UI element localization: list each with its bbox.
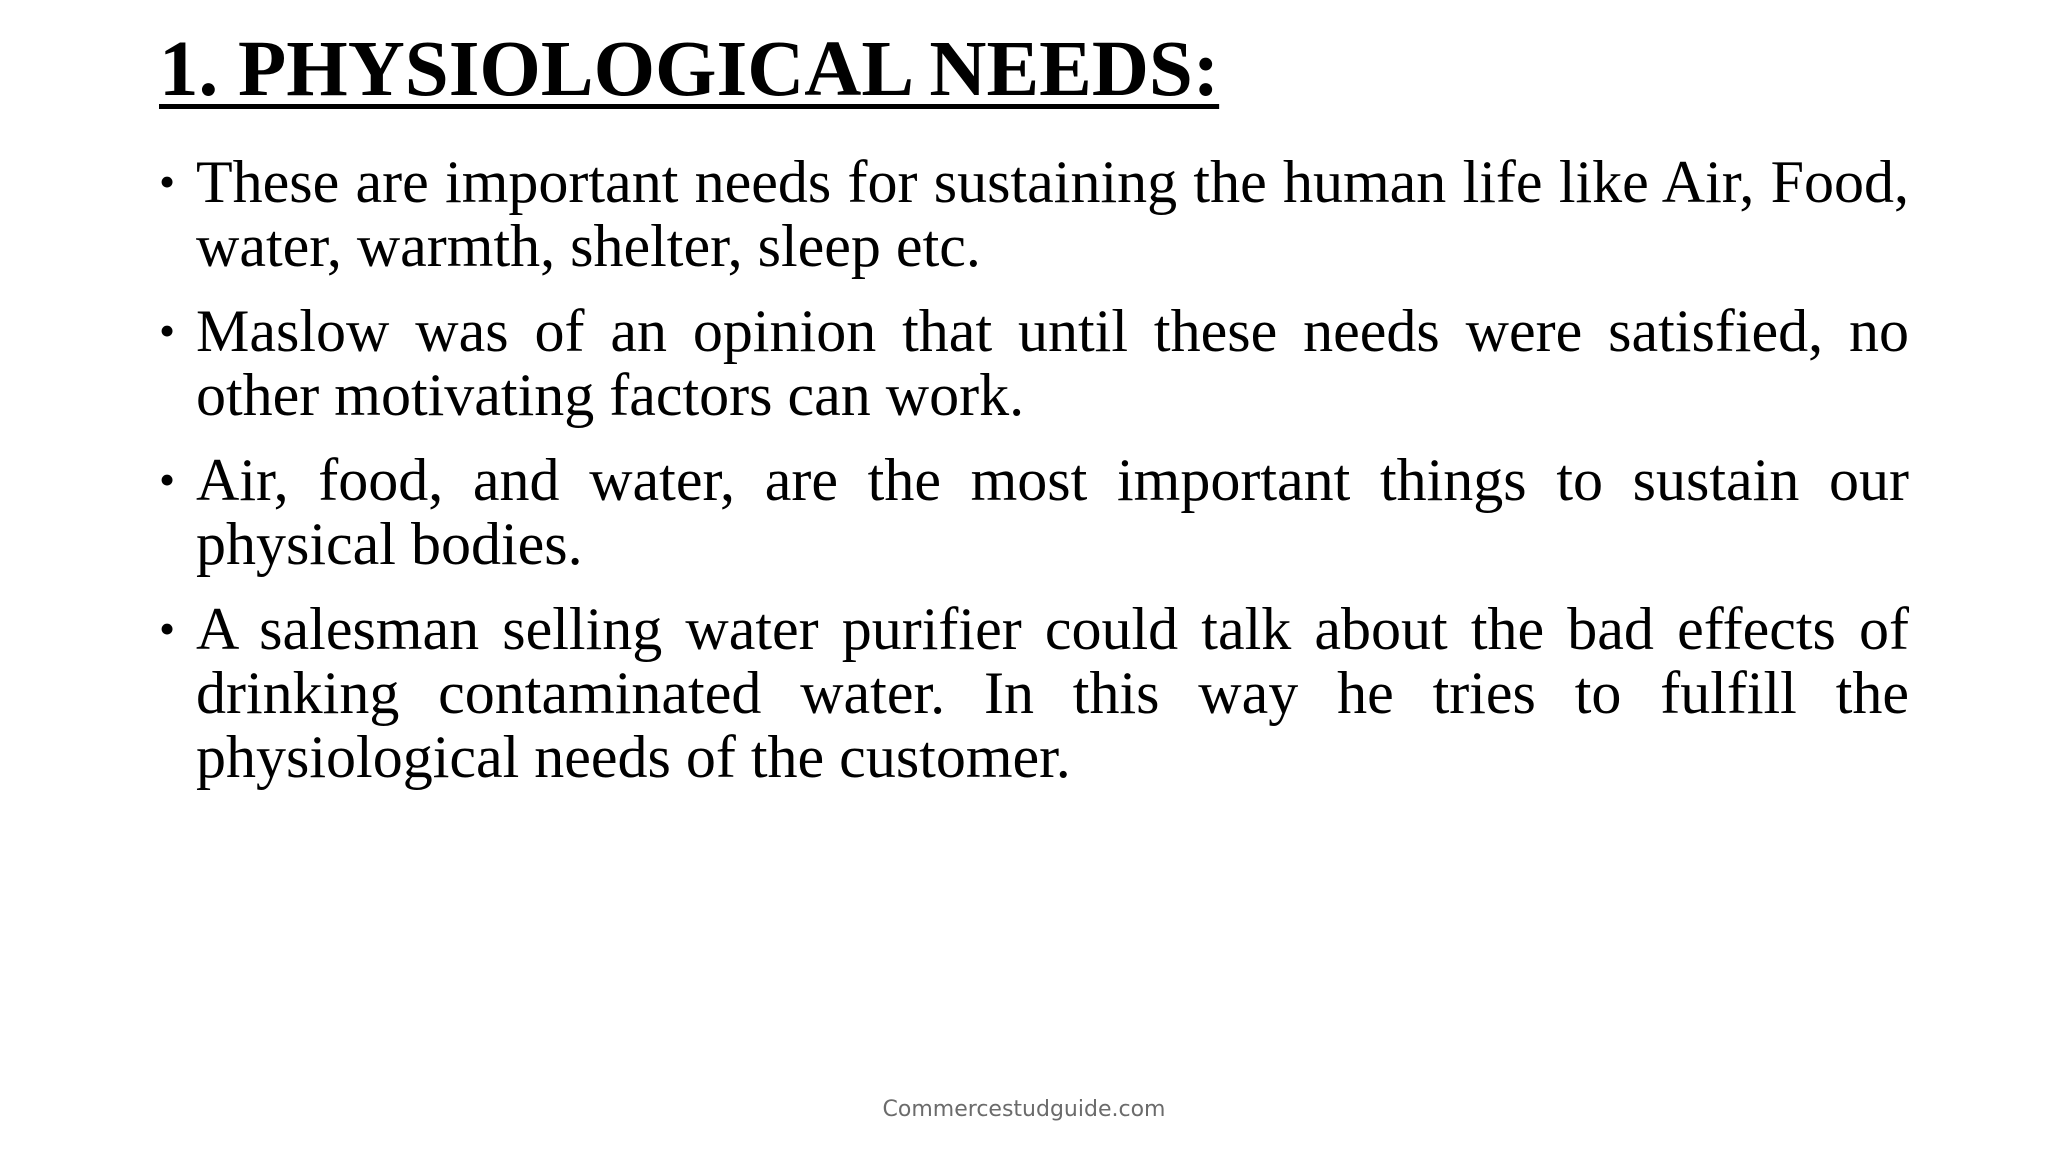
bullet-icon: • (159, 305, 176, 356)
footer-watermark: Commercestudguide.com (882, 1097, 1166, 1122)
bullet-text: A salesman selling water purifier could talk about the bad effects of drinking contaminated water. In this way he tries to fulfill the physiological needs of the customer. (196, 596, 1909, 790)
bullet-icon: • (159, 156, 176, 207)
slide-title: 1. PHYSIOLOGICAL NEEDS: (159, 26, 1220, 113)
bullet-item (159, 597, 1909, 789)
bullet-item (159, 448, 1909, 576)
bullet-text: Air, food, and water, are the most important things to sustain our physical bodies. (196, 447, 1909, 577)
bullet-icon: • (159, 603, 176, 654)
bullet-text: Maslow was of an opinion that until these needs were satisfied, no other motivating factors can work. (196, 298, 1909, 428)
bullet-item (159, 299, 1909, 427)
bullet-item (159, 150, 1909, 278)
bullet-list (159, 150, 1909, 810)
bullet-text: These are important needs for sustaining the human life like Air, Food, water, warmth, shelter, sleep etc. (196, 149, 1909, 279)
bullet-icon: • (159, 454, 176, 505)
